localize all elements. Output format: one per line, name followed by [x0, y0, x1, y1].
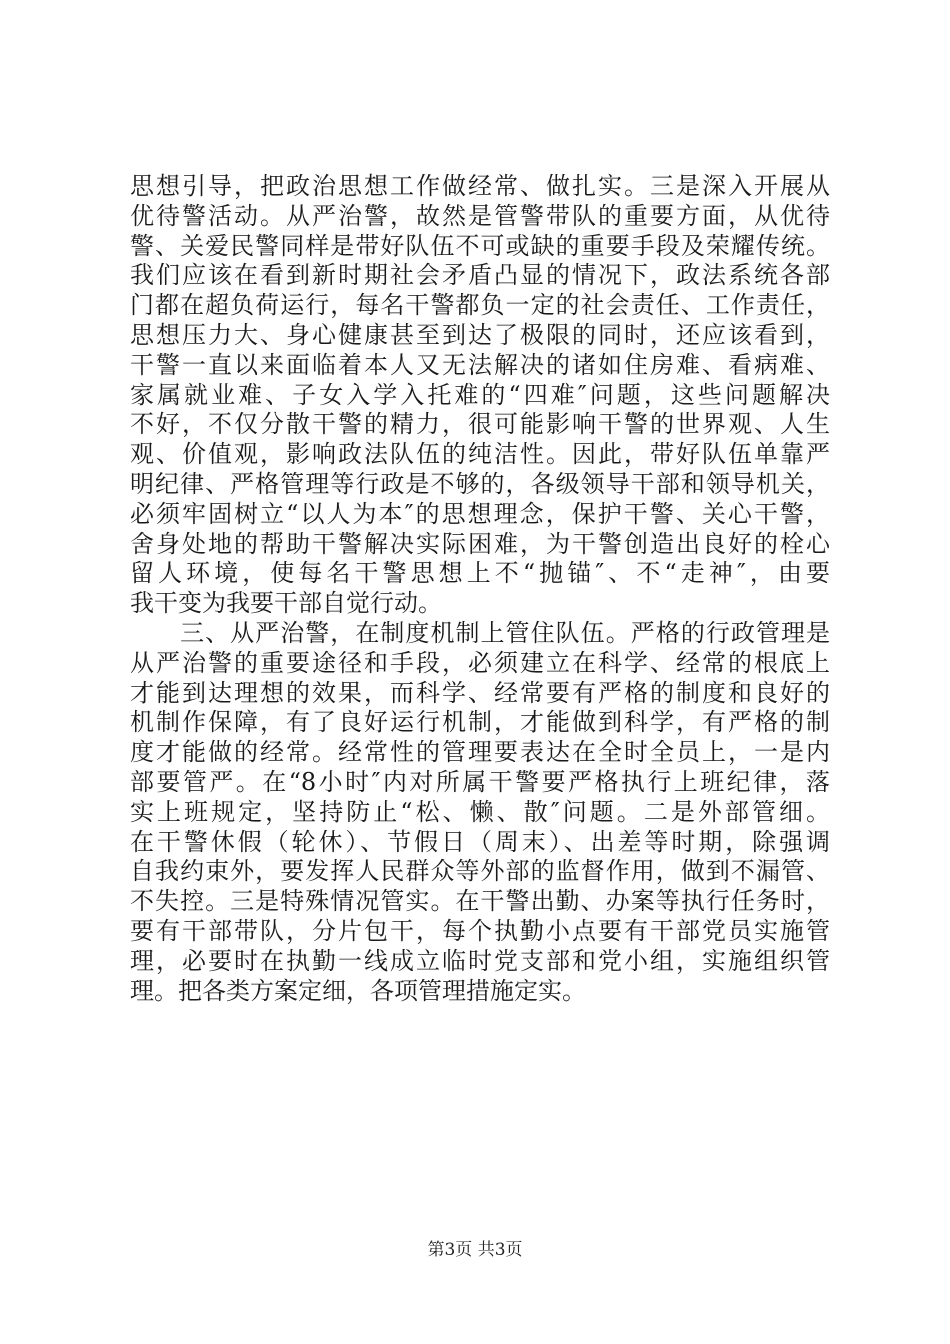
text-line: 在干警休假（轮休）、节假日（周末）、出差等时期，除强调 — [130, 827, 830, 856]
text-line: 必须牢固树立“以人为本″的思想理念，保护干警、关心干警， — [130, 499, 830, 528]
text-line: 理，必要时在执勤一线成立临时党支部和党小组，实施组织管 — [130, 946, 830, 975]
text-line: 明纪律、严格管理等行政是不够的，各级领导干部和领导机关， — [130, 469, 830, 498]
text-line: 思想引导，把政治思想工作做经常、做扎实。三是深入开展从 — [130, 172, 830, 200]
text-line: 门都在超负荷运行，每名干警都负一定的社会责任、工作责任， — [130, 291, 830, 320]
text-line: 干警一直以来面临着本人又无法解决的诸如住房难、看病难、 — [130, 350, 830, 379]
text-line: 优待警活动。从严治警，故然是管警带队的重要方面，从优待 — [130, 201, 830, 230]
paragraph-last-line: 我干变为我要干部自觉行动。 — [130, 589, 442, 618]
text-line: 不好，不仅分散干警的精力，很可能影响干警的世界观、人生 — [130, 410, 830, 439]
text-line: 部要管严。在“8小时″内对所属干警要严格执行上班纪律，落 — [130, 767, 830, 796]
section-heading-line: 三、从严治警，在制度机制上管住队伍。严格的行政管理是 — [130, 618, 830, 647]
page-number-label: 第3页 共3页 — [427, 1240, 523, 1260]
text-line: 从严治警的重要途径和手段，必须建立在科学、经常的根底上 — [130, 648, 830, 677]
text-line: 舍身处地的帮助干警解决实际困难，为干警创造出良好的栓心 — [130, 529, 830, 558]
body-text — [130, 172, 830, 1006]
text-line: 我们应该在看到新时期社会矛盾凸显的情况下，政法系统各部 — [130, 261, 830, 290]
text-line: 观、价值观，影响政法队伍的纯洁性。因此，带好队伍单靠严 — [130, 440, 830, 469]
page-footer — [0, 1239, 950, 1261]
paragraph-last-line: 理。把各类方案定细，各项管理措施定实。 — [130, 976, 586, 1005]
text-line: 才能到达理想的效果，而科学、经常要有严格的制度和良好的 — [130, 678, 830, 707]
text-line: 度才能做的经常。经常性的管理要表达在全时全员上，一是内 — [130, 738, 830, 767]
text-line: 思想压力大、身心健康甚至到达了极限的同时，还应该看到， — [130, 320, 830, 349]
text-line: 机制作保障，有了良好运行机制，才能做到科学，有严格的制 — [130, 708, 830, 737]
text-line: 要有干部带队，分片包干，每个执勤小点要有干部党员实施管 — [130, 916, 830, 945]
text-line: 不失控。三是特殊情况管实。在干警出勤、办案等执行任务时， — [130, 887, 830, 916]
text-line: 自我约束外，要发挥人民群众等外部的监督作用，做到不漏管、 — [130, 857, 830, 886]
text-line: 实上班规定，坚持防止“松、懒、散″问题。二是外部管细。 — [130, 797, 830, 826]
text-line: 留人环境，使每名干警思想上不“抛锚″、不“走神″，由要 — [130, 559, 830, 588]
text-line: 家属就业难、子女入学入托难的“四难″问题，这些问题解决 — [130, 380, 830, 409]
text-line: 警、关爱民警同样是带好队伍不可或缺的重要手段及荣耀传统。 — [130, 231, 830, 260]
